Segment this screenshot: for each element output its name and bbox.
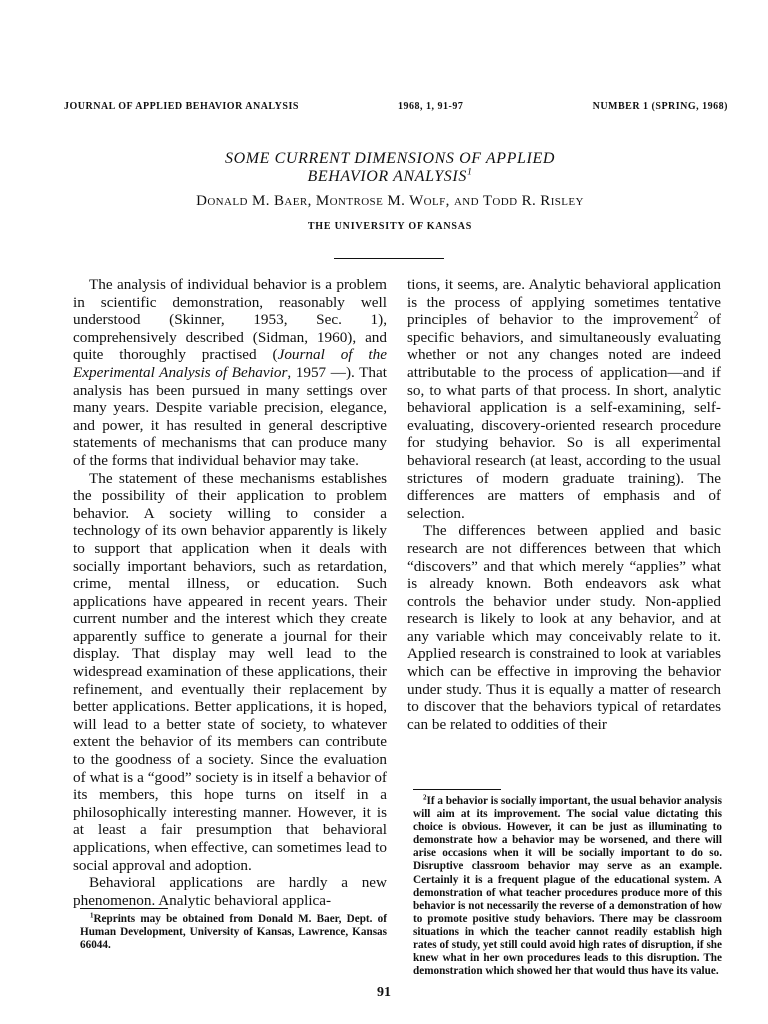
paragraph-text: tions, it seems, are. Analytic behavioral application is the process of applying sometimes tentative principles of behavior to the improvement [407,276,721,329]
footnote-divider [413,789,501,790]
footnote-2-marker: 2 [423,793,427,802]
author-list: Donald M. Baer, Montrose M. Wolf, and Todd R. Risley [196,193,584,209]
footnote-paragraph [80,913,387,952]
body-column-left [73,276,387,909]
paragraph-text: , 1957 —). That analysis has been pursued in many settings over many years. Despite variable precision, elegance, and power, it has resulted in general descriptive statements of mechanisms that can produce many of the forms that individual behavior may take. [73,363,387,469]
title-footnote-marker: 1 [466,166,473,178]
title-divider [334,258,444,259]
paragraph: Behavioral applications are hardly a new phenomenon. Analytic behavioral applica- [73,874,387,909]
footnote-divider [80,908,168,909]
paragraph-text: The analysis of individual behavior is a problem in scientific demonstration, reasonably well understood (Skinner, 1953, Sec. 1), comprehensively described (Sidman, 1960), and quite thoroughly practised ( [73,276,387,364]
title-line-2 [64,168,716,186]
paragraph: The statement of these mechanisms establishes the possibility of their application to problem behavior. A society willing to consider a technology of its own behavior apparently is likely to support that application when it deals with socially important behaviors, such as retardation, crime, mental illness, or education. Such applications have appeared in recent years. Their current number and the interest which they create apparently suffice to generate a journal for their display. That display may well lead to the widespread examination of these applications, their refinement, and eventually their replacement by better applications. Better applications, it is hoped, will lead to a better state of society, to whatever extent the behavior of its members can contribute to the goodness of a society. Since the evaluation of what is a “good” society is in itself a behavior of its members, this hope turns on itself in a philosophically interesting manner. However, it is at least a fair presumption that behavioral applications, when effective, can sometimes lead to social approval and adoption. [73,469,387,874]
paragraph [407,276,721,522]
title-line-2-text: BEHAVIOR ANALYSIS [307,168,467,185]
body-column-right [407,276,721,733]
footnote-paragraph [413,795,722,978]
running-head [64,101,728,115]
paragraph: The differences between applied and basic research are not differences between that which “discovers” and that which merely “applies” what is already known. Both endeavors ask what controls the behavior under study. Non-applied research is likely to look at any behavior, and at any variable which may conceivably relate to it. Applied research is constrained to look at variables which can be effective in improving the behavior under study. Thus it is equally a matter of research to discover that the behaviors typical of retardates can be related to oddities of their [407,522,721,733]
article-title [64,150,716,186]
paragraph [73,276,387,470]
footnote-1-marker: 1 [90,911,94,920]
paragraph-text: of specific behaviors, and simultaneously evaluating whether or not any changes noted are indeed attributable to the process of application—and if so, to what parts of that process. In short, analytic behavioral application is a self-examining, self-evaluating, discovery-oriented research procedure for studying behavior. So is all experimental behavioral research (at least, according to the usual strictures of modern graduate training). The differences are matters of emphasis and of selection. [407,311,721,522]
page-number: 91 [377,985,391,1000]
footnote-1-text: Reprints may be obtained from Donald M. Baer, Dept. of Human Development, University of Kansas, Lawrence, Kansas 66044. [80,913,387,952]
issue-info: NUMBER 1 (SPRING, 1968) [592,101,728,112]
journal-citation: Journal of the Experimental Analysis of Behavior [73,346,387,381]
title-line-1: SOME CURRENT DIMENSIONS OF APPLIED [224,150,555,167]
footnote-marker: 2 [693,311,699,322]
volume-pages: 1968, 1, 91-97 [398,101,464,112]
footnote-1 [80,913,387,952]
footnote-2 [413,795,722,978]
affiliation: THE UNIVERSITY OF KANSAS [307,221,473,232]
journal-name: JOURNAL OF APPLIED BEHAVIOR ANALYSIS [64,101,299,112]
footnote-2-text: If a behavior is socially important, the usual behavior analysis will aim at its improvement. The social value dictating this choice is obvious. However, it can be just as illuminating to demonstrate how a behavior may be worsened, and there will arise occasions when it will be socially important to do so. Disruptive classroom behavior may serve as an example. Certainly it is a frequent plague of the educational system. A demonstration of what teacher procedures produce more of this behavior is not necessarily the reverse of a demonstration of how to promote positive study behaviors. There may be classroom situations in which the teacher cannot readily establish high rates of study, yet still could avoid high rates of disruption, if she knew what in her own procedures leads to this disruption. The demonstration which showed her that would thus have its value. [413,795,722,978]
